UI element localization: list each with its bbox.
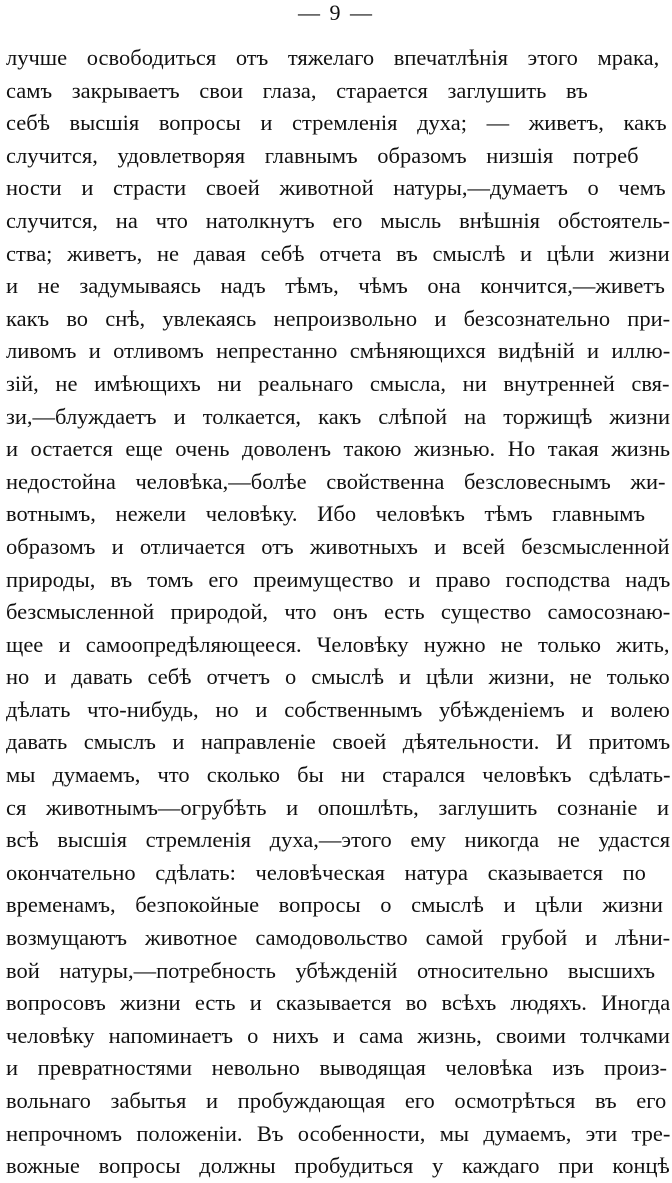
page-number: — 9 — bbox=[298, 0, 374, 25]
text-line: мы думаемъ, что сколько бы ни старался человѣкъ сдѣлать- bbox=[6, 762, 670, 788]
text-line: временамъ, безпокойные вопросы о смыслѣ и цѣли жизни bbox=[6, 892, 663, 918]
text-line: давать смыслъ и направленіе своей дѣятельности. И притомъ bbox=[6, 729, 670, 755]
text-line: зій, не имѣющихъ ни реальнаго смысла, ни внутренней свя- bbox=[6, 370, 670, 396]
text-line: лучше освободиться отъ тяжелаго впечатлѣнія этого мрака, bbox=[6, 45, 660, 70]
text-line: природы, въ томъ его преимущество и право господства надъ bbox=[6, 566, 670, 592]
text-line: случится, удовлетворяя главнымъ образомъ низшія потреб bbox=[6, 142, 639, 168]
text-line: себѣ высшія вопросы и стремленія духа; — живетъ, какъ bbox=[6, 110, 667, 136]
text-line: непрочномъ положеніи. Въ особенности, мы думаемъ, эти тре- bbox=[6, 1120, 670, 1146]
text-line: окончательно сдѣлать: человѣческая натура сказывается по bbox=[6, 859, 646, 885]
text-line: случится, на что натолкнутъ его мысль внѣшнія обстоятель- bbox=[6, 207, 670, 233]
text-line: и превратностями невольно выводящая человѣка изъ произ- bbox=[6, 1055, 668, 1081]
text-line: всѣ высшія стремленія духа,—этого ему никогда не удастся bbox=[6, 827, 670, 853]
text-line: возмущаютъ животное самодовольство самой грубой и лѣни- bbox=[6, 925, 670, 951]
text-line: вотнымъ, нежели человѣку. Ибо человѣкъ тѣмъ главнымъ bbox=[6, 501, 646, 527]
text-line: вой натуры,—потребность убѣжденій относительно высшихъ bbox=[6, 957, 656, 983]
text-line: человѣку напоминаетъ о нихъ и сама жизнь, своими толчками bbox=[6, 1022, 670, 1048]
page-body-text bbox=[6, 42, 670, 1183]
text-line: какъ во снѣ, увлекаясь непроизвольно и безсознательно при- bbox=[6, 305, 670, 331]
text-line: и остается еще очень доволенъ такою жизнью. Но такая жизнь bbox=[6, 436, 670, 462]
text-line: образомъ и отличается отъ животныхъ и всей безсмысленной bbox=[6, 533, 670, 559]
text-line: безсмысленной природой, что онъ есть существо самосознаю- bbox=[6, 599, 670, 625]
text-line: щее и самоопредѣляющееся. Человѣку нужно не только жить, bbox=[6, 631, 670, 657]
text-line: недостойна человѣка,—болѣе свойственна безсловеснымъ жи- bbox=[6, 468, 666, 494]
text-line: ности и страсти своей животной натуры,—думаетъ о чемъ bbox=[6, 175, 666, 201]
text-line: самъ закрываетъ свои глаза, старается заглушить въ bbox=[6, 77, 588, 103]
text-line: и не задумываясь надъ тѣмъ, чѣмъ она кончится,—живетъ bbox=[6, 273, 665, 299]
text-line: вопросовъ жизни есть и сказывается во всѣхъ людяхъ. Иногда bbox=[6, 990, 670, 1016]
text-line: ливомъ и отливомъ непрестанно смѣняющихся видѣній и иллю- bbox=[6, 338, 670, 364]
text-line: вольнаго забытья и пробуждающая его осмотрѣться въ его bbox=[6, 1088, 667, 1113]
text-line: но и давать себѣ отчетъ о смыслѣ и цѣли жизни, не только bbox=[6, 664, 670, 690]
text-line: зи,—блуждаетъ и толкается, какъ слѣпой на торжищѣ жизни bbox=[6, 403, 670, 429]
text-line: ся животнымъ—огрубѣть и опошлѣть, заглушить сознаніе и bbox=[6, 794, 670, 820]
text-line: вожные вопросы должны пробудиться у каждаго при концѣ bbox=[6, 1153, 670, 1179]
text-line: дѣлать что-нибудь, но и собственнымъ убѣжденіемъ и волею bbox=[6, 696, 670, 722]
text-line: ства; живетъ, не давая себѣ отчета въ смыслѣ и цѣли жизни bbox=[6, 240, 670, 266]
